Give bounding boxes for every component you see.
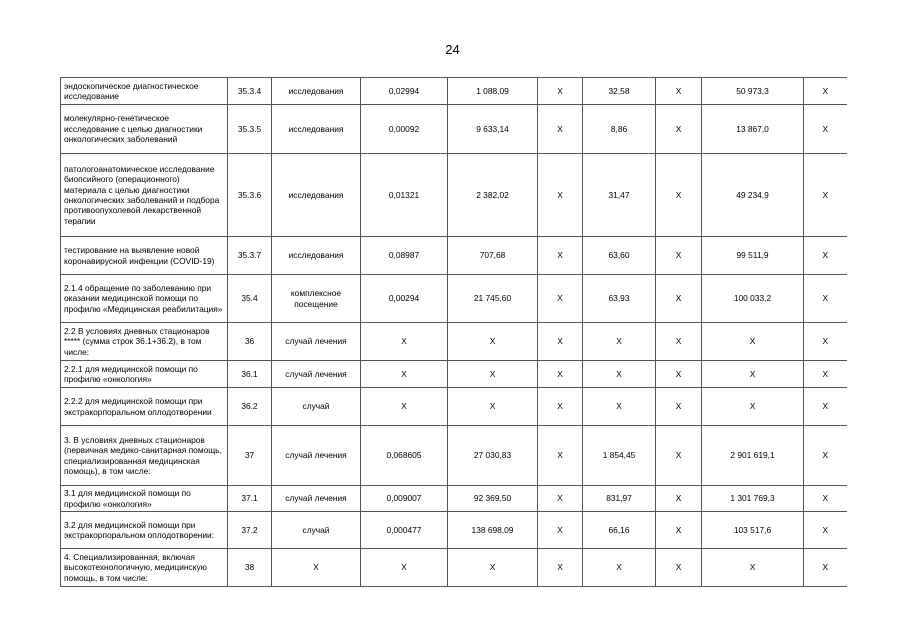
row-value-6: 50 973,3 bbox=[702, 78, 804, 105]
table-row bbox=[61, 486, 847, 512]
row-value-5: Х bbox=[656, 549, 702, 587]
row-value-2: 2 382,02 bbox=[448, 154, 538, 237]
row-value-3: Х bbox=[538, 105, 583, 154]
row-unit: случай bbox=[272, 388, 361, 426]
row-value-6: 99 511,9 bbox=[702, 237, 804, 275]
row-value-6: 49 234,9 bbox=[702, 154, 804, 237]
row-unit: исследования bbox=[272, 105, 361, 154]
row-value-1: 0,08987 bbox=[361, 237, 448, 275]
row-value-6: 100 033,2 bbox=[702, 275, 804, 323]
row-code: 37 bbox=[228, 426, 272, 486]
row-value-1: Х bbox=[361, 361, 448, 388]
table-row bbox=[61, 361, 847, 388]
row-value-7: Х bbox=[804, 426, 847, 486]
row-value-4: Х bbox=[583, 323, 656, 361]
row-value-1: Х bbox=[361, 549, 448, 587]
row-value-4: 32,58 bbox=[583, 78, 656, 105]
row-value-7: Х bbox=[804, 512, 847, 549]
row-value-2: Х bbox=[448, 549, 538, 587]
row-value-2: 27 030,83 bbox=[448, 426, 538, 486]
row-name: 3. В условиях дневных стационаров (первичная медико-санитарная помощь, специализированная медицинская помощь), в том числе: bbox=[61, 426, 228, 486]
row-value-5: Х bbox=[656, 426, 702, 486]
row-value-5: Х bbox=[656, 237, 702, 275]
row-value-4: Х bbox=[583, 549, 656, 587]
table-row bbox=[61, 78, 847, 105]
row-value-1: 0,01321 bbox=[361, 154, 448, 237]
row-value-7: Х bbox=[804, 105, 847, 154]
row-value-1: 0,009007 bbox=[361, 486, 448, 512]
row-value-3: Х bbox=[538, 237, 583, 275]
row-value-4: Х bbox=[583, 361, 656, 388]
row-value-2: 9 633,14 bbox=[448, 105, 538, 154]
row-value-7: Х bbox=[804, 388, 847, 426]
row-unit: случай bbox=[272, 512, 361, 549]
row-name: тестирование на выявление новой коронавирусной инфекции (COVID-19) bbox=[61, 237, 228, 275]
row-value-7: Х bbox=[804, 323, 847, 361]
row-name: 2.2 В условиях дневных стационаров ***** (сумма строк 36.1+36.2), в том числе: bbox=[61, 323, 228, 361]
row-value-7: Х bbox=[804, 237, 847, 275]
row-value-5: Х bbox=[656, 323, 702, 361]
row-value-6: Х bbox=[702, 549, 804, 587]
row-value-4: 831,97 bbox=[583, 486, 656, 512]
row-name: 2.2.1 для медицинской помощи по профилю «онкология» bbox=[61, 361, 228, 388]
row-value-5: Х bbox=[656, 388, 702, 426]
row-value-5: Х bbox=[656, 78, 702, 105]
row-unit: случай лечения bbox=[272, 323, 361, 361]
row-value-3: Х bbox=[538, 323, 583, 361]
row-value-5: Х bbox=[656, 361, 702, 388]
table-row bbox=[61, 237, 847, 275]
row-value-4: 63,60 bbox=[583, 237, 656, 275]
row-value-7: Х bbox=[804, 275, 847, 323]
row-value-3: Х bbox=[538, 486, 583, 512]
row-value-6: Х bbox=[702, 323, 804, 361]
row-value-4: 1 854,45 bbox=[583, 426, 656, 486]
row-code: 35.4 bbox=[228, 275, 272, 323]
row-value-7: Х bbox=[804, 549, 847, 587]
row-name: молекулярно-генетическое исследование с целью диагностики онкологических заболеваний bbox=[61, 105, 228, 154]
row-value-4: 66,16 bbox=[583, 512, 656, 549]
table-row bbox=[61, 512, 847, 549]
table-row bbox=[61, 154, 847, 237]
row-name: 3.2 для медицинской помощи при экстракорпоральном оплодотворении: bbox=[61, 512, 228, 549]
row-value-3: Х bbox=[538, 512, 583, 549]
row-code: 35.3.5 bbox=[228, 105, 272, 154]
row-code: 35.3.7 bbox=[228, 237, 272, 275]
row-value-6: 2 901 619,1 bbox=[702, 426, 804, 486]
row-value-3: Х bbox=[538, 154, 583, 237]
row-code: 38 bbox=[228, 549, 272, 587]
row-value-1: 0,00092 bbox=[361, 105, 448, 154]
row-value-5: Х bbox=[656, 512, 702, 549]
row-value-2: 707,68 bbox=[448, 237, 538, 275]
row-value-3: Х bbox=[538, 78, 583, 105]
row-unit: исследования bbox=[272, 237, 361, 275]
row-value-2: Х bbox=[448, 388, 538, 426]
table-row bbox=[61, 426, 847, 486]
row-value-3: Х bbox=[538, 361, 583, 388]
row-value-5: Х bbox=[656, 275, 702, 323]
row-value-5: Х bbox=[656, 486, 702, 512]
row-value-2: 1 088,09 bbox=[448, 78, 538, 105]
row-value-2: Х bbox=[448, 323, 538, 361]
row-value-6: Х bbox=[702, 361, 804, 388]
row-value-4: Х bbox=[583, 388, 656, 426]
row-value-3: Х bbox=[538, 388, 583, 426]
medical-care-table bbox=[60, 77, 847, 587]
row-value-1: 0,02994 bbox=[361, 78, 448, 105]
table-row bbox=[61, 105, 847, 154]
row-value-7: Х bbox=[804, 361, 847, 388]
row-name: 4. Специализированная, включая высокотехнологичную, медицинскую помощь, в том числе: bbox=[61, 549, 228, 587]
row-unit: случай лечения bbox=[272, 426, 361, 486]
row-unit: исследования bbox=[272, 154, 361, 237]
row-unit: исследования bbox=[272, 78, 361, 105]
row-code: 36 bbox=[228, 323, 272, 361]
table-row bbox=[61, 549, 847, 587]
row-code: 37.1 bbox=[228, 486, 272, 512]
row-name: эндоскопическое диагностическое исследование bbox=[61, 78, 228, 105]
row-value-5: Х bbox=[656, 154, 702, 237]
row-value-4: 8,86 bbox=[583, 105, 656, 154]
row-name: 3.1 для медицинской помощи по профилю «онкология» bbox=[61, 486, 228, 512]
row-code: 37.2 bbox=[228, 512, 272, 549]
row-code: 36.2 bbox=[228, 388, 272, 426]
row-value-7: Х bbox=[804, 78, 847, 105]
row-value-6: Х bbox=[702, 388, 804, 426]
row-value-1: 0,068605 bbox=[361, 426, 448, 486]
row-value-4: 63,93 bbox=[583, 275, 656, 323]
table-row bbox=[61, 275, 847, 323]
row-unit: случай лечения bbox=[272, 361, 361, 388]
row-value-5: Х bbox=[656, 105, 702, 154]
row-value-7: Х bbox=[804, 154, 847, 237]
row-value-4: 31,47 bbox=[583, 154, 656, 237]
row-value-2: 138 698,09 bbox=[448, 512, 538, 549]
row-value-3: Х bbox=[538, 275, 583, 323]
table-row bbox=[61, 323, 847, 361]
row-name: патологоанатомическое исследование биопсийного (операционного) материала с целью диагностики онкологических заболеваний и подбора противоопухолевой лекарственной терапии bbox=[61, 154, 228, 237]
row-value-3: Х bbox=[538, 549, 583, 587]
row-code: 35.3.4 bbox=[228, 78, 272, 105]
row-unit: комплексное посещение bbox=[272, 275, 361, 323]
row-name: 2.1.4 обращение по заболеванию при оказании медицинской помощи по профилю «Медицинская реабилитация» bbox=[61, 275, 228, 323]
page-number: 24 bbox=[445, 42, 460, 57]
row-value-6: 13 867,0 bbox=[702, 105, 804, 154]
row-value-6: 103 517,6 bbox=[702, 512, 804, 549]
row-name: 2.2.2 для медицинской помощи при экстракорпоральном оплодотворении bbox=[61, 388, 228, 426]
row-value-1: Х bbox=[361, 388, 448, 426]
table-row bbox=[61, 388, 847, 426]
row-unit: Х bbox=[272, 549, 361, 587]
row-value-1: 0,00294 bbox=[361, 275, 448, 323]
row-value-2: Х bbox=[448, 361, 538, 388]
row-value-7: Х bbox=[804, 486, 847, 512]
row-code: 35.3.6 bbox=[228, 154, 272, 237]
row-code: 36.1 bbox=[228, 361, 272, 388]
row-value-1: Х bbox=[361, 323, 448, 361]
row-value-1: 0,000477 bbox=[361, 512, 448, 549]
row-value-3: Х bbox=[538, 426, 583, 486]
row-unit: случай лечения bbox=[272, 486, 361, 512]
row-value-2: 92 369,50 bbox=[448, 486, 538, 512]
row-value-2: 21 745,60 bbox=[448, 275, 538, 323]
row-value-6: 1 301 769,3 bbox=[702, 486, 804, 512]
